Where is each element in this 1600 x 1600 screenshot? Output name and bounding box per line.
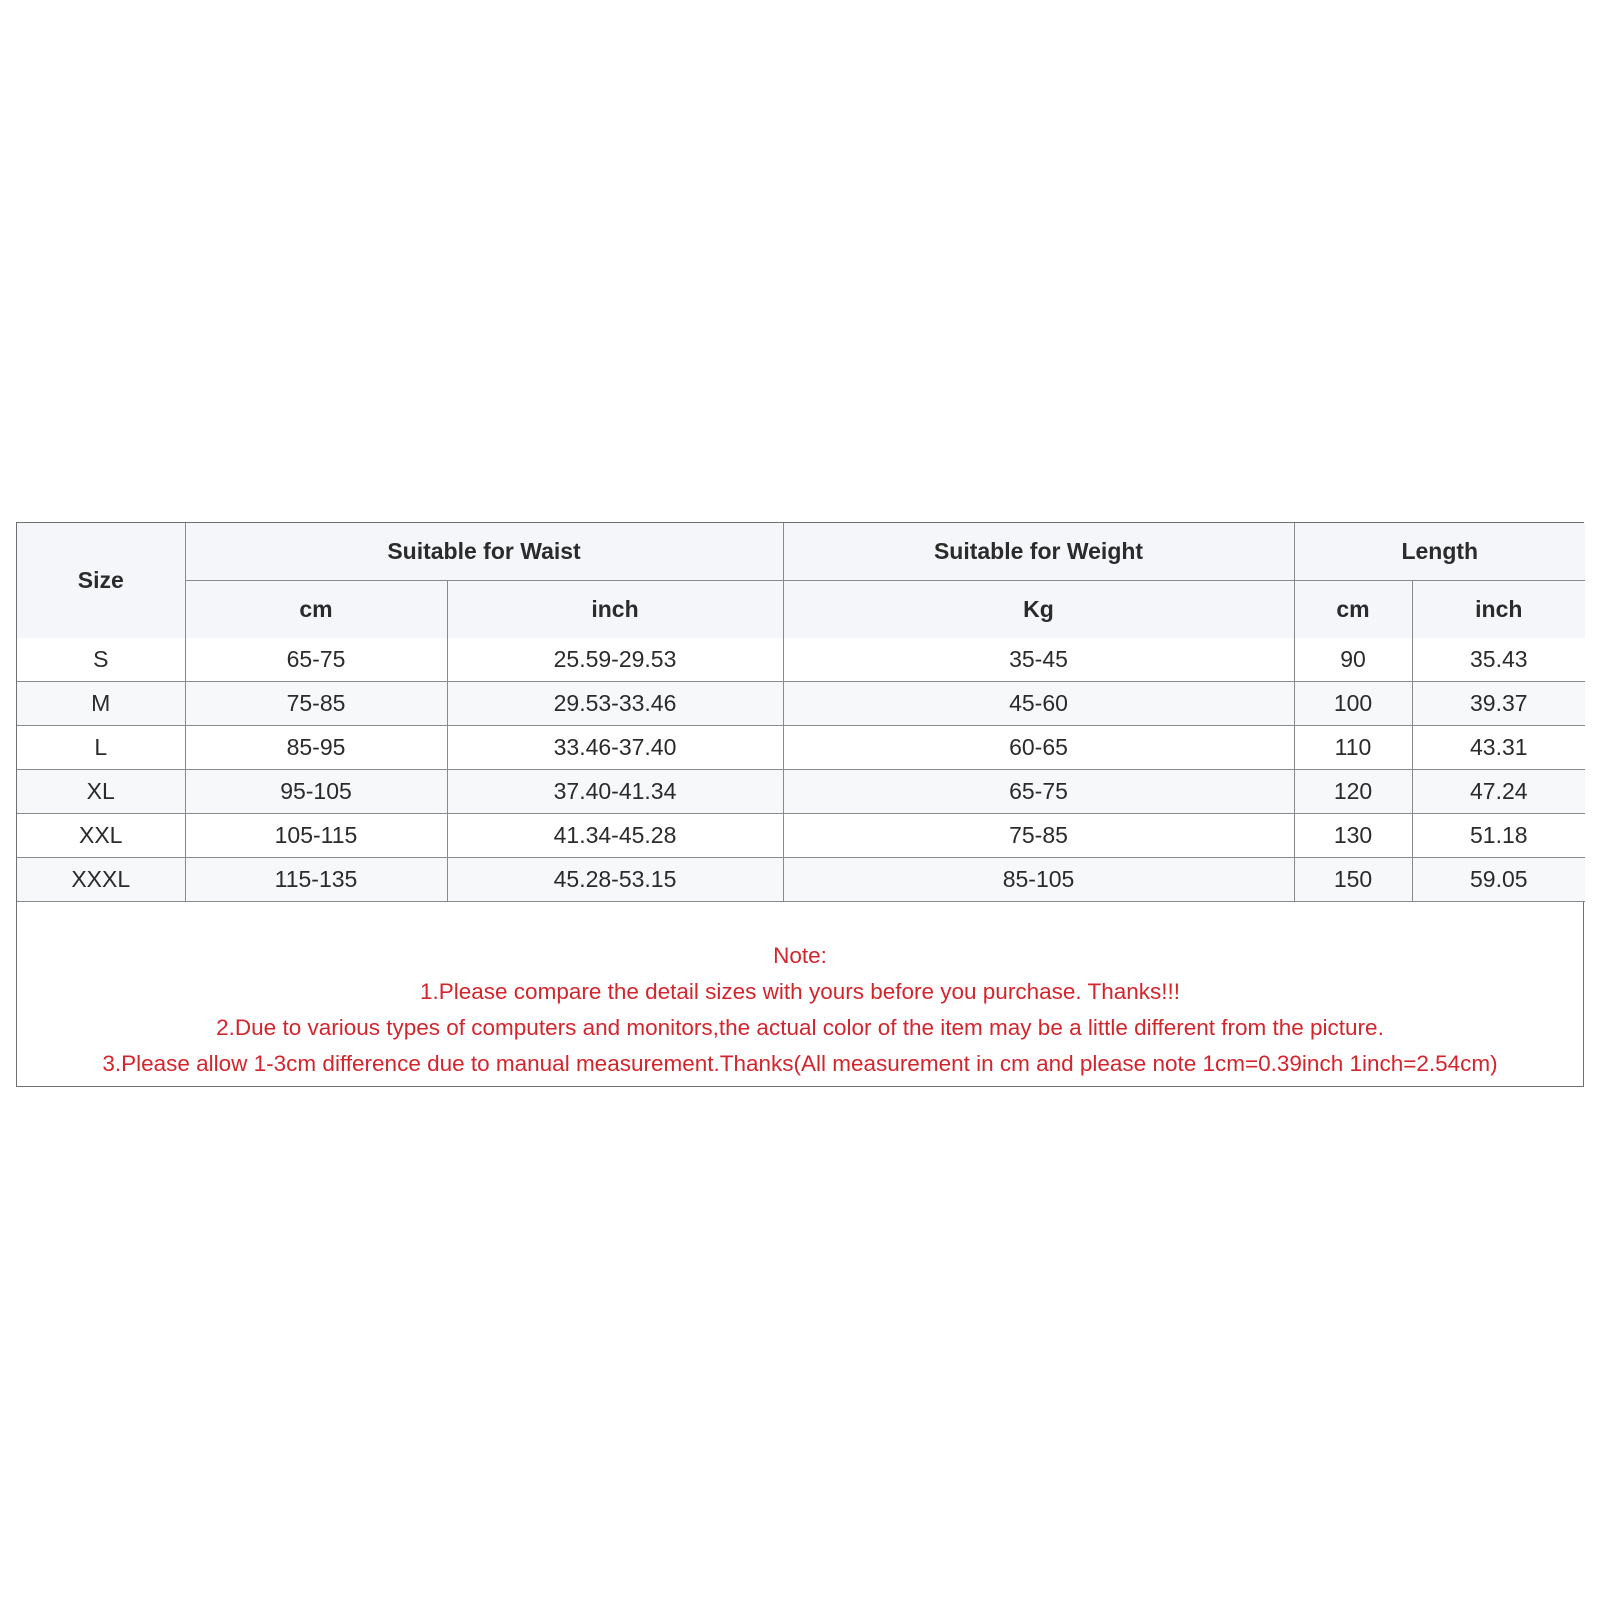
size-cell: XXL	[17, 814, 185, 858]
size-cell: XL	[17, 770, 185, 814]
size-cell: M	[17, 682, 185, 726]
length-inch-cell: 43.31	[1412, 726, 1585, 770]
note-line-3: 3.Please allow 1-3cm difference due to manual measurement.Thanks(All measurement in cm and please note 1cm=0.39inch 1inch=2.54cm)	[102, 1051, 1498, 1076]
table-row	[17, 770, 1585, 814]
note-title: Note:	[773, 943, 827, 968]
length-group-header: Length	[1294, 523, 1585, 581]
length-cm-cell: 150	[1294, 858, 1412, 902]
waist-cm-cell: 105-115	[185, 814, 447, 858]
table-row	[17, 726, 1585, 770]
length-inch-cell: 47.24	[1412, 770, 1585, 814]
weight-kg-cell: 45-60	[783, 682, 1294, 726]
weight-kg-cell: 75-85	[783, 814, 1294, 858]
table-row	[17, 814, 1585, 858]
length-inch-cell: 35.43	[1412, 638, 1585, 682]
length-inch-cell: 39.37	[1412, 682, 1585, 726]
table-body	[17, 638, 1585, 902]
waist-inch-cell: 29.53-33.46	[447, 682, 783, 726]
note-line-2: 2.Due to various types of computers and monitors,the actual color of the item may be a little different from the picture.	[216, 1015, 1384, 1040]
length-cm-cell: 110	[1294, 726, 1412, 770]
note-line-1: 1.Please compare the detail sizes with yours before you purchase. Thanks!!!	[420, 979, 1180, 1004]
table-row	[17, 858, 1585, 902]
length-inch-cell: 51.18	[1412, 814, 1585, 858]
waist-inch-cell: 25.59-29.53	[447, 638, 783, 682]
weight-group-header: Suitable for Weight	[783, 523, 1294, 581]
group-header-row	[17, 523, 1585, 581]
weight-kg-header: Kg	[783, 581, 1294, 639]
notes-section	[17, 902, 1583, 1086]
weight-kg-cell: 65-75	[783, 770, 1294, 814]
length-inch-cell: 59.05	[1412, 858, 1585, 902]
waist-cm-cell: 75-85	[185, 682, 447, 726]
waist-group-header: Suitable for Waist	[185, 523, 783, 581]
length-cm-header: cm	[1294, 581, 1412, 639]
waist-inch-cell: 37.40-41.34	[447, 770, 783, 814]
size-cell: L	[17, 726, 185, 770]
waist-inch-cell: 33.46-37.40	[447, 726, 783, 770]
waist-cm-cell: 65-75	[185, 638, 447, 682]
length-cm-cell: 90	[1294, 638, 1412, 682]
weight-kg-cell: 35-45	[783, 638, 1294, 682]
length-cm-cell: 120	[1294, 770, 1412, 814]
waist-cm-cell: 95-105	[185, 770, 447, 814]
waist-inch-cell: 41.34-45.28	[447, 814, 783, 858]
length-cm-cell: 130	[1294, 814, 1412, 858]
waist-inch-header: inch	[447, 581, 783, 639]
waist-cm-header: cm	[185, 581, 447, 639]
length-cm-cell: 100	[1294, 682, 1412, 726]
waist-inch-cell: 45.28-53.15	[447, 858, 783, 902]
weight-kg-cell: 60-65	[783, 726, 1294, 770]
size-cell: XXXL	[17, 858, 185, 902]
size-cell: S	[17, 638, 185, 682]
table-header	[17, 523, 1585, 638]
table-row	[17, 638, 1585, 682]
sub-header-row	[17, 581, 1585, 639]
size-column-header: Size	[17, 523, 185, 638]
waist-cm-cell: 85-95	[185, 726, 447, 770]
size-chart	[16, 522, 1584, 1087]
table-row	[17, 682, 1585, 726]
length-inch-header: inch	[1412, 581, 1585, 639]
waist-cm-cell: 115-135	[185, 858, 447, 902]
size-table	[17, 523, 1585, 902]
weight-kg-cell: 85-105	[783, 858, 1294, 902]
